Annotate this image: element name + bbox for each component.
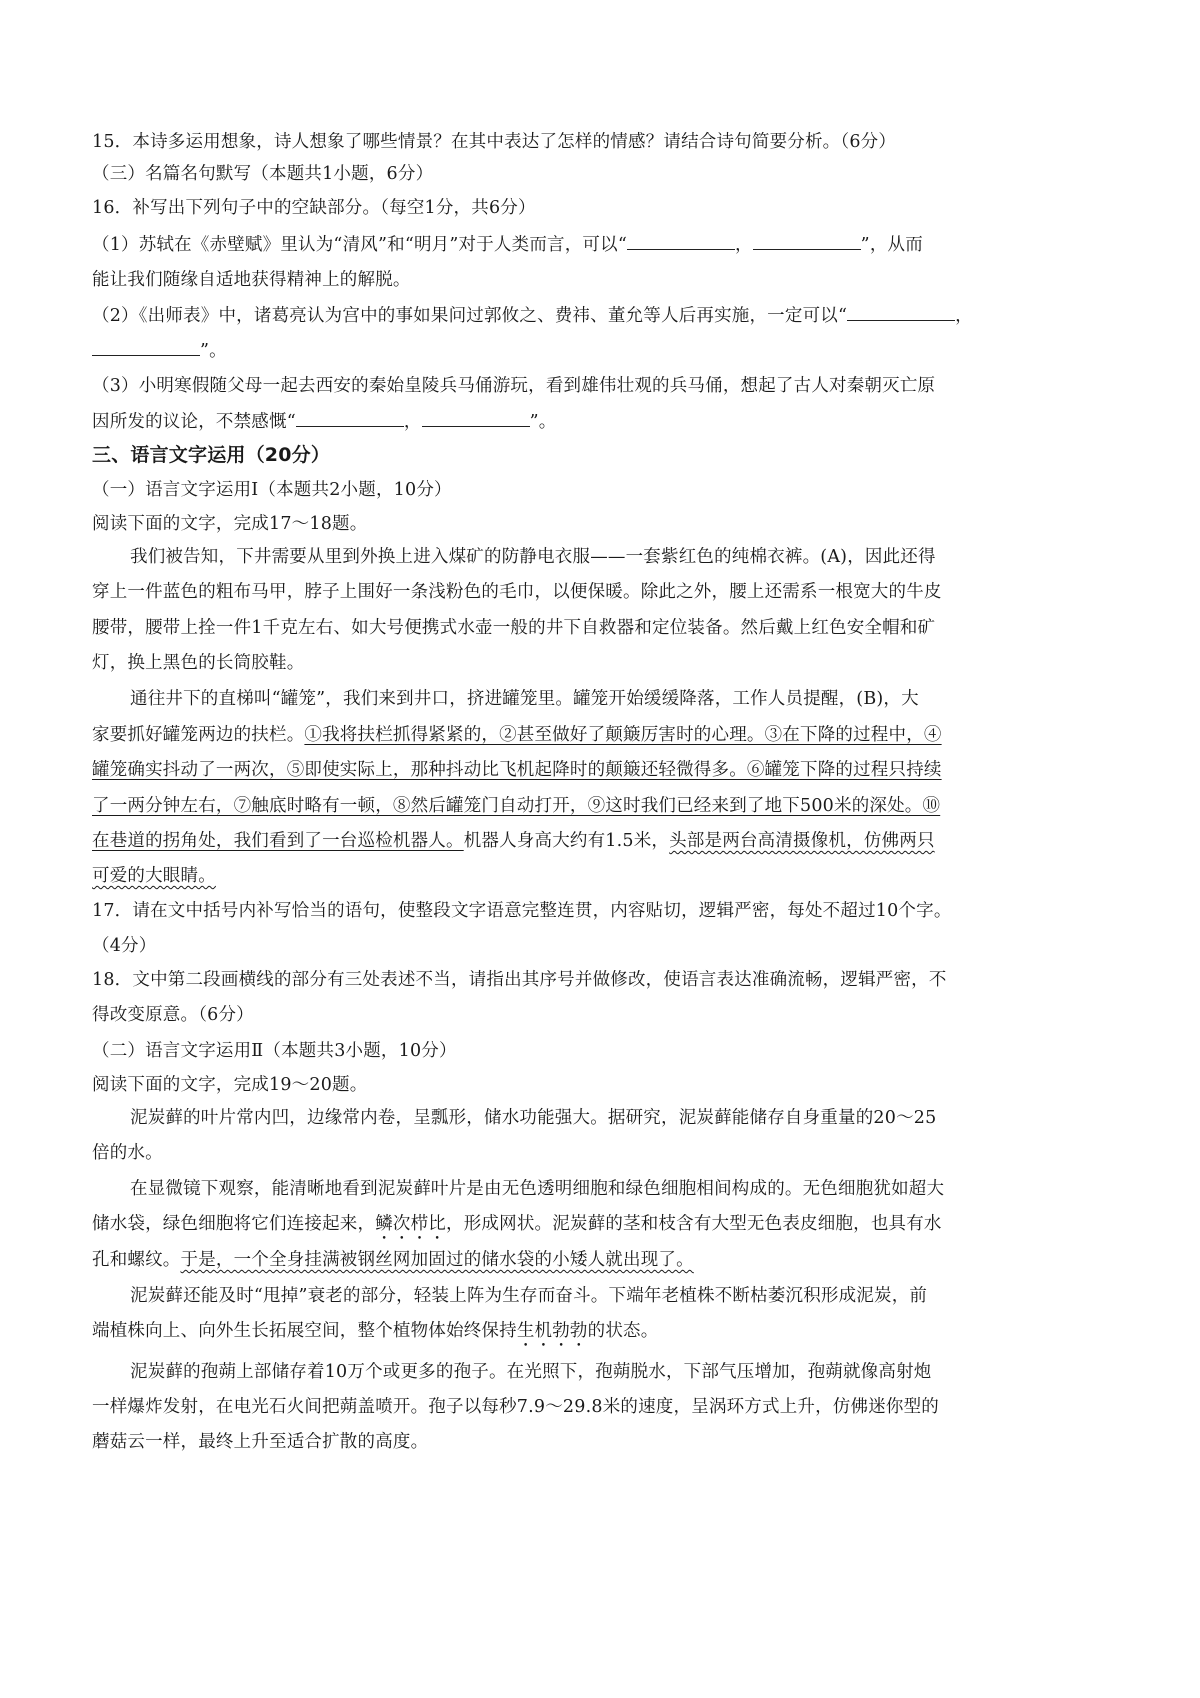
reading-instruction-1: 阅读下面的文字，完成17～18题。 <box>92 514 368 534</box>
plain-text: 孔和螺纹。 <box>92 1250 181 1270</box>
section-heading-recitation: （三）名篇名句默写（本题共1小题，6分） <box>92 164 434 184</box>
question-17: 17．请在文中括号内补写恰当的语句，使整段文字语意完整连贯，内容贴切，逻辑严密，每处不超过10个字。 <box>92 901 952 921</box>
question-16-2-cont <box>92 339 1122 362</box>
reading-instruction-2: 阅读下面的文字，完成19～20题。 <box>92 1075 368 1095</box>
dotted-emphasis-text: 鳞次栉比 <box>375 1214 447 1234</box>
passage2-line <box>92 724 1122 746</box>
passage1-line: 灯，换上黑色的长筒胶鞋。 <box>92 653 305 673</box>
question-16-2 <box>92 304 1122 327</box>
question-16-1 <box>92 233 1122 256</box>
question-17-score: （4分） <box>92 936 157 956</box>
question-16-1-cont: 能让我们随缘自适地获得精神上的解脱。 <box>92 270 411 290</box>
comma: ， <box>734 235 753 255</box>
closing-text: ”。 <box>529 412 557 432</box>
underlined-text: 了一两分钟左右，⑦触底时略有一顿，⑧然后罐笼门自动打开，⑨这时我们已经来到了地下500米的深处。⑩ <box>92 796 941 816</box>
part3-title: 三、语言文字运用（20分） <box>92 444 331 466</box>
question-16-3: （3）小明寒假随父母一起去西安的秦始皇陵兵马俑游玩，看到雄伟壮观的兵马俑，想起了古人对秦朝灭亡原 <box>92 376 936 396</box>
passage6-line: 蘑菇云一样，最终上升至适合扩散的高度。 <box>92 1432 429 1452</box>
plain-text: 家要抓好罐笼两边的扶栏。 <box>92 725 305 745</box>
q16-2-text: （2）《出师表》中，诸葛亮认为宫中的事如果问过郭攸之、费祎、董允等人后再实施，一定可以“ <box>92 306 848 326</box>
passage3-line: 泥炭藓的叶片常内凹，边缘常内卷，呈瓢形，储水功能强大。据研究，泥炭藓能储存自身重量的20～25 <box>130 1108 937 1128</box>
question-18: 18．文中第二段画横线的部分有三处表述不当，请指出其序号并做修改，使语言表达准确流畅，逻辑严密，不 <box>92 970 947 990</box>
passage3-line: 倍的水。 <box>92 1143 163 1163</box>
passage5-line <box>92 1320 1122 1351</box>
passage6-line: 泥炭藓的孢蒴上部储存着10万个或更多的孢子。在光照下，孢蒴脱水，下部气压增加，孢蒴就像高射炮 <box>130 1362 932 1382</box>
underlined-text: ①我将扶栏抓得紧紧的，②甚至做好了颠簸厉害时的心理。③在下降的过程中，④ <box>304 725 942 745</box>
passage1-line: 腰带，腰带上拴一件1千克左右、如大号便携式水壶一般的井下自救器和定位装备。然后戴上红色安全帽和矿 <box>92 618 936 638</box>
passage1-line: 穿上一件蓝色的粗布马甲，脖子上围好一条浅粉色的毛巾，以便保暖。除此之外，腰上还需系一根宽大的牛皮 <box>92 582 942 602</box>
answer-blank <box>92 339 200 356</box>
passage6-line: 一样爆炸发射，在电光石火间把蒴盖喷开。孢子以每秒7.9～29.8米的速度，呈涡环方式上升，仿佛迷你型的 <box>92 1397 939 1417</box>
plain-text: 储水袋，绿色细胞将它们连接起来， <box>92 1214 376 1234</box>
answer-blank <box>296 410 404 427</box>
closing-text: ”。 <box>200 341 227 361</box>
q16-3-text: 因所发的议论，不禁感慨“ <box>92 412 296 432</box>
comma: ， <box>955 306 973 326</box>
passage4-line <box>92 1213 1122 1244</box>
closing-text: ”，从而 <box>860 235 923 255</box>
q16-1-text: （1）苏轼在《赤壁赋》里认为“清风”和“明月”对于人类而言，可以“ <box>92 235 627 255</box>
question-15: 15．本诗多运用想象，诗人想象了哪些情景？在其中表达了怎样的情感？请结合诗句简要分析。（6分） <box>92 132 897 152</box>
answer-blank <box>847 304 955 321</box>
passage5-line: 泥炭藓还能及时“甩掉”衰老的部分，轻装上阵为生存而奋斗。下端年老植株不断枯萎沉积形成泥炭，前 <box>130 1286 928 1306</box>
passage2-line: 通往井下的直梯叫“罐笼”，我们来到井口，挤进罐笼里。罐笼开始缓缓降落，工作人员提醒，(B)，大 <box>130 689 919 709</box>
underlined-text: 在巷道的拐角处，我们看到了一台巡检机器人。 <box>92 831 464 851</box>
part3-subsection-2: （二）语言文字运用Ⅱ（本题共3小题，10分） <box>92 1041 457 1061</box>
answer-blank <box>627 233 735 250</box>
dotted-emphasis-text: 生机勃勃 <box>516 1321 588 1341</box>
passage1-line: 我们被告知，下井需要从里到外换上进入煤矿的防静电衣服——一套紫红色的纯棉衣裤。(A)，因此还得 <box>130 547 936 567</box>
answer-blank <box>753 233 861 250</box>
plain-text: 机器人身高大约有1.5米， <box>463 831 670 851</box>
plain-text: 的状态。 <box>587 1321 659 1341</box>
question-18-cont: 得改变原意。（6分） <box>92 1005 254 1025</box>
wavy-underlined-text: 于是，一个全身挂满被钢丝网加固过的储水袋的小矮人就出现了。 <box>180 1250 694 1270</box>
question-16: 16．补写出下列句子中的空缺部分。（每空1分，共6分） <box>92 198 536 218</box>
answer-blank <box>422 410 530 427</box>
question-16-3-cont <box>92 410 1122 433</box>
underlined-text: 罐笼确实抖动了一两次，⑤即使实际上，那种抖动比飞机起降时的颠簸还轻微得多。⑥罐笼下降的过程只持续 <box>92 760 942 780</box>
plain-text: ，形成网状。泥炭藓的茎和枝含有大型无色表皮细胞，也具有水 <box>446 1214 942 1234</box>
passage2-line <box>92 865 1122 887</box>
comma: ， <box>403 412 422 432</box>
passage4-line: 在显微镜下观察，能清晰地看到泥炭藓叶片是由无色透明细胞和绿色细胞相间构成的。无色细胞犹如超大 <box>130 1179 945 1199</box>
part3-subsection-1: （一）语言文字运用Ⅰ（本题共2小题，10分） <box>92 480 452 500</box>
passage2-line <box>92 830 1122 852</box>
passage4-line <box>92 1249 1122 1271</box>
wavy-underlined-text: 头部是两台高清摄像机，仿佛两只 <box>669 831 935 851</box>
plain-text: 端植株向上、向外生长拓展空间，整个植物体始终保持 <box>92 1321 517 1341</box>
wavy-underlined-text: 可爱的大眼睛。 <box>92 866 216 886</box>
